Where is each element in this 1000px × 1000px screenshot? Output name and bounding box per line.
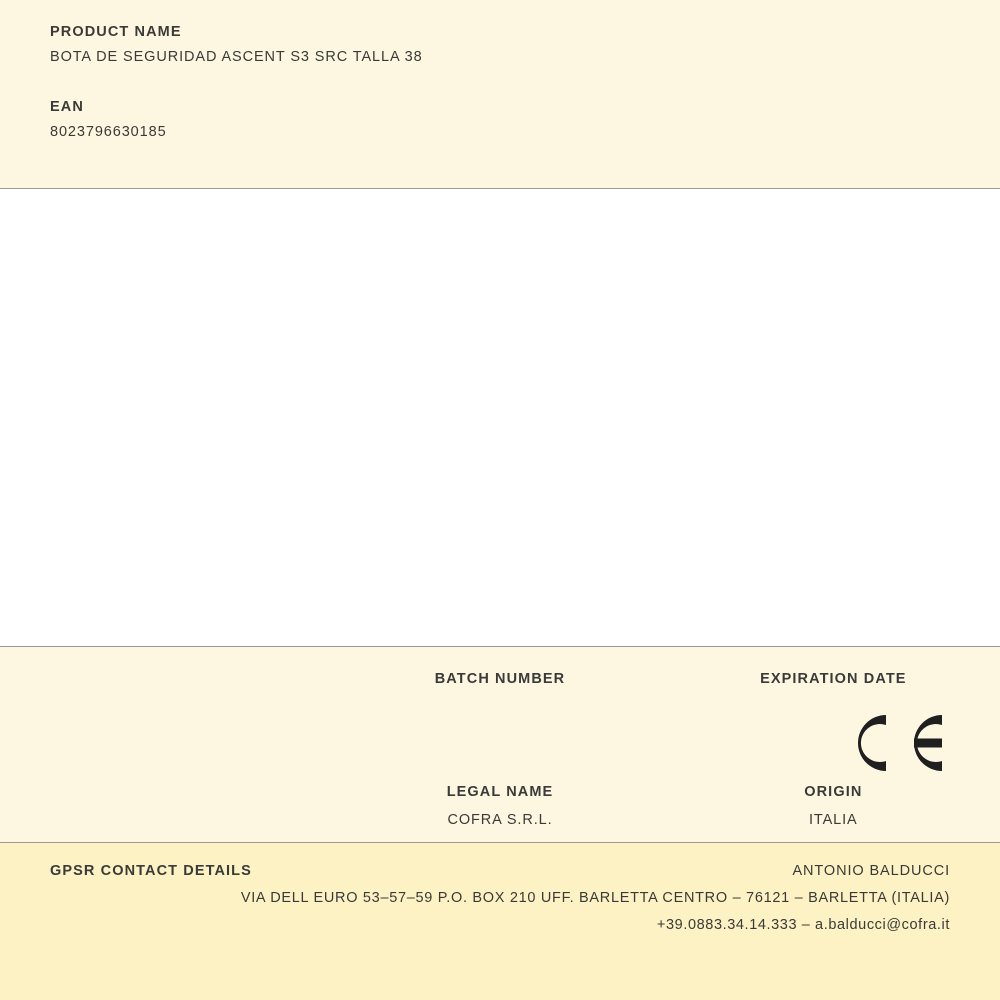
batch-number-value (333, 699, 666, 716)
product-name-group (50, 24, 950, 65)
product-name-label: PRODUCT NAME (50, 24, 182, 40)
ce-marking-icon (852, 709, 948, 777)
blank-content-area (0, 189, 1000, 647)
ean-group (50, 99, 950, 140)
info-cell-spacer-left-2 (0, 784, 333, 829)
origin-cell (667, 784, 1000, 829)
gpsr-address: VIA DELL EURO 53–57–59 P.O. BOX 210 UFF. BARLETTA CENTRO – 76121 – BARLETTA (ITALIA) (240, 890, 950, 906)
legal-name-cell (333, 784, 666, 829)
gpsr-contact-name: ANTONIO BALDUCCI (792, 863, 950, 879)
batch-number-label: BATCH NUMBER (434, 671, 566, 687)
expiration-date-cell (667, 671, 1000, 716)
info-block (0, 647, 1000, 843)
legal-name-value: COFRA S.R.L. (447, 812, 553, 828)
info-row-batch-expiration (0, 671, 1000, 716)
origin-value: ITALIA (808, 812, 858, 828)
gpsr-contact-label: GPSR CONTACT DETAILS (50, 863, 252, 879)
batch-number-cell (333, 671, 666, 716)
gpsr-footer-top (50, 863, 950, 879)
product-name-value: BOTA DE SEGURIDAD ASCENT S3 SRC TALLA 38 (50, 49, 423, 65)
expiration-date-label: EXPIRATION DATE (760, 671, 907, 687)
gpsr-footer (0, 843, 1000, 1000)
product-header (0, 0, 1000, 189)
ean-value: 8023796630185 (50, 124, 167, 140)
legal-name-label: LEGAL NAME (446, 784, 554, 800)
expiration-date-value (667, 699, 1000, 716)
info-cell-spacer-left (0, 671, 333, 716)
gpsr-phone-email: +39.0883.34.14.333 – a.balducci@cofra.it (656, 917, 950, 933)
origin-label: ORIGIN (804, 784, 863, 800)
ean-label: EAN (50, 99, 84, 115)
info-row-legal-origin (0, 784, 1000, 829)
